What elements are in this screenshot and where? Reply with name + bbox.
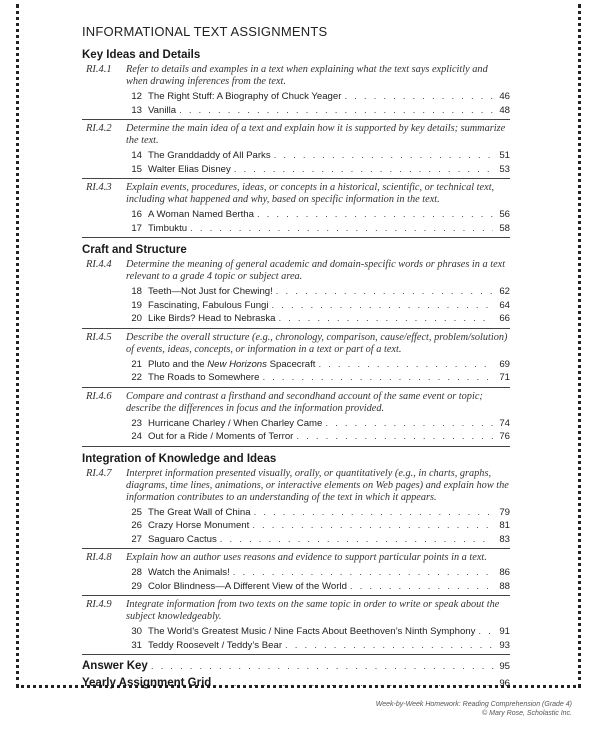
standard-block bbox=[82, 468, 510, 550]
assignment-number: 15 bbox=[131, 163, 142, 175]
assignment-number: 19 bbox=[131, 299, 142, 311]
assignment-title-part: Spacecraft bbox=[266, 358, 316, 370]
assignment-page: 81 bbox=[499, 520, 510, 531]
assignment-number: 26 bbox=[131, 520, 142, 531]
assignment-number: 31 bbox=[131, 639, 142, 651]
assignment-title: Timbuktu bbox=[148, 222, 188, 234]
assignment-page: 88 bbox=[499, 580, 510, 592]
sections-container bbox=[82, 46, 510, 655]
assignment-number: 20 bbox=[131, 313, 142, 324]
assignment-title bbox=[148, 358, 315, 372]
assignment-title: Vanilla bbox=[148, 104, 177, 116]
assignment-title: The Roads to Somewhere bbox=[148, 372, 260, 383]
assignment-number: 16 bbox=[131, 209, 142, 220]
dot-leader bbox=[274, 149, 493, 163]
answer-key-title: Answer Key bbox=[82, 660, 148, 672]
assignment-page: 93 bbox=[499, 639, 510, 651]
standard-block bbox=[82, 332, 510, 388]
assignment-page: 56 bbox=[499, 209, 510, 220]
assignment-page: 46 bbox=[499, 91, 510, 102]
standard-description: Determine the meaning of general academic and domain-specific words or phrases in a text relevant to a grade 4 topic or subject area. bbox=[126, 259, 506, 282]
yearly-grid-entry[interactable] bbox=[82, 675, 510, 692]
assignment-title: A Woman Named Bertha bbox=[148, 209, 254, 220]
dot-leader bbox=[254, 506, 493, 520]
dot-leader bbox=[214, 675, 496, 692]
assignment-title: The Great Wall of China bbox=[148, 506, 251, 518]
assignment-number: 21 bbox=[131, 358, 142, 370]
assignment-page: 79 bbox=[499, 506, 510, 518]
section-title: Key Ideas and Details bbox=[82, 49, 201, 61]
assignment-entry[interactable] bbox=[126, 358, 510, 372]
dot-leader bbox=[318, 358, 493, 372]
section-title: Craft and Structure bbox=[82, 244, 187, 256]
assignment-page: 69 bbox=[499, 358, 510, 370]
dot-leader bbox=[220, 533, 493, 547]
assignment-number: 28 bbox=[131, 567, 142, 578]
standard-code: RI.4.4 bbox=[86, 259, 112, 270]
standard-code: RI.4.2 bbox=[86, 123, 112, 134]
assignment-title: Like Birds? Head to Nebraska bbox=[148, 313, 276, 324]
standard-description: Interpret information presented visually, orally, or quantitatively (e.g., in charts, graphs, diagrams, time lines, animations, or interactive elements on Web pages) and explain how the information contributes to an understanding of the text in which it appears. bbox=[126, 467, 509, 503]
assignment-title-part: Pluto and the bbox=[148, 358, 208, 370]
assignment-title: Hurricane Charley / When Charley Came bbox=[148, 417, 323, 429]
standard-description: Integrate information from two texts on the same topic in order to write or speak about the subject knowledgeably. bbox=[126, 599, 500, 622]
assignment-number: 25 bbox=[131, 506, 142, 518]
assignment-page: 58 bbox=[499, 222, 510, 234]
dot-leader bbox=[151, 658, 496, 675]
assignment-entry[interactable] bbox=[126, 149, 510, 163]
assignment-title: Walter Elias Disney bbox=[148, 163, 231, 175]
assignment-title-italic: New Horizons bbox=[207, 358, 267, 370]
standard-code: RI.4.3 bbox=[86, 182, 112, 193]
dot-leader bbox=[233, 566, 493, 580]
assignment-number: 12 bbox=[131, 91, 142, 102]
dot-leader bbox=[234, 163, 493, 177]
standard-block bbox=[82, 123, 510, 179]
assignment-page: 83 bbox=[499, 533, 510, 545]
assignment-page: 48 bbox=[499, 104, 510, 116]
footer bbox=[376, 700, 572, 718]
dot-leader bbox=[262, 371, 493, 385]
standard-block bbox=[82, 64, 510, 120]
assignment-page: 91 bbox=[499, 626, 510, 637]
assignment-title: Out for a Ride / Moments of Terror bbox=[148, 431, 294, 442]
standard-code: RI.4.7 bbox=[86, 467, 112, 479]
assignment-entry[interactable] bbox=[126, 285, 510, 299]
assignment-title: The Right Stuff: A Biography of Chuck Yeager bbox=[148, 91, 342, 102]
assignment-title: Watch the Animals! bbox=[148, 567, 230, 578]
standard-code: RI.4.5 bbox=[86, 331, 112, 343]
dot-leader bbox=[350, 580, 493, 594]
assignment-entry[interactable] bbox=[126, 312, 510, 326]
dot-leader bbox=[276, 285, 493, 299]
assignment-number: 17 bbox=[131, 222, 142, 234]
standard-description: Describe the overall structure (e.g., chronology, comparison, cause/effect, problem/solution) of events, ideas, concepts, or information in a text or part of a text. bbox=[126, 331, 508, 355]
assignment-number: 22 bbox=[131, 372, 142, 383]
assignment-entry[interactable] bbox=[126, 430, 510, 444]
standard-block bbox=[82, 552, 510, 596]
standard-block bbox=[82, 182, 510, 238]
assignment-page: 86 bbox=[499, 567, 510, 578]
dot-leader bbox=[278, 312, 493, 326]
assignment-entry[interactable] bbox=[126, 299, 510, 313]
assignment-page: 71 bbox=[499, 372, 510, 383]
assignment-title: The World’s Greatest Music / Nine Facts About Beethoven’s Ninth Symphony bbox=[148, 626, 476, 637]
yearly-grid-title: Yearly Assignment Grid bbox=[82, 677, 212, 689]
assignment-entry[interactable] bbox=[126, 580, 510, 594]
assignment-number: 24 bbox=[131, 431, 142, 442]
assignment-page: 62 bbox=[499, 286, 510, 297]
answer-key-entry[interactable] bbox=[82, 658, 510, 675]
assignment-title: Color Blindness—A Different View of the World bbox=[148, 580, 347, 592]
assignment-title: Teddy Roosevelt / Teddy’s Bear bbox=[148, 639, 283, 651]
assignment-page: 64 bbox=[499, 299, 510, 311]
dot-leader bbox=[272, 299, 493, 313]
assignment-number: 27 bbox=[131, 533, 142, 545]
standard-code: RI.4.8 bbox=[86, 552, 112, 563]
assignment-page: 74 bbox=[499, 417, 510, 429]
dot-leader bbox=[252, 519, 493, 533]
assignment-entry[interactable] bbox=[126, 104, 510, 118]
assignment-entry[interactable] bbox=[126, 625, 510, 639]
assignment-title: Crazy Horse Monument bbox=[148, 520, 250, 531]
dot-leader bbox=[285, 639, 493, 653]
assignment-title: Saguaro Cactus bbox=[148, 533, 217, 545]
dot-leader bbox=[257, 208, 493, 222]
dot-leader bbox=[179, 104, 493, 118]
standard-description: Explain events, procedures, ideas, or concepts in a historical, scientific, or technical text, including what happened and why, based on specific information in the text. bbox=[126, 182, 495, 205]
section-title: Integration of Knowledge and Ideas bbox=[82, 452, 277, 465]
assignment-entry[interactable] bbox=[126, 417, 510, 431]
standard-description: Compare and contrast a firsthand and secondhand account of the same event or topic; describe the differences in focus and the information provided. bbox=[126, 390, 483, 414]
assignment-entry[interactable] bbox=[126, 90, 510, 104]
standard-code: RI.4.1 bbox=[86, 64, 112, 75]
assignment-entry[interactable] bbox=[126, 163, 510, 177]
standard-block bbox=[82, 599, 510, 655]
assignment-number: 23 bbox=[131, 417, 142, 429]
dot-leader bbox=[296, 430, 493, 444]
standard-block bbox=[82, 259, 510, 329]
assignment-number: 18 bbox=[131, 286, 142, 297]
table-of-contents bbox=[82, 24, 510, 692]
assignment-page: 76 bbox=[499, 431, 510, 442]
assignment-title: Teeth—Not Just for Chewing! bbox=[148, 286, 273, 297]
page-title: INFORMATIONAL TEXT ASSIGNMENTS bbox=[82, 24, 328, 39]
assignment-number: 29 bbox=[131, 580, 142, 592]
dot-leader bbox=[190, 222, 493, 236]
answer-key-page: 95 bbox=[499, 661, 510, 672]
assignment-entry[interactable] bbox=[126, 371, 510, 385]
standard-code: RI.4.6 bbox=[86, 390, 112, 402]
standard-block bbox=[82, 391, 510, 447]
standard-description: Explain how an author uses reasons and evidence to support particular points in a text. bbox=[126, 552, 487, 563]
assignment-entry[interactable] bbox=[126, 222, 510, 236]
dot-leader bbox=[478, 625, 493, 639]
assignment-page: 53 bbox=[499, 163, 510, 175]
standard-description: Refer to details and examples in a text when explaining what the text says explicitly and when drawing inferences from the text. bbox=[126, 64, 488, 87]
assignment-entry[interactable] bbox=[126, 533, 510, 547]
dot-leader bbox=[344, 90, 493, 104]
dot-leader bbox=[325, 417, 493, 431]
footer-book-title: Week-by-Week Homework: Reading Comprehension (Grade 4) bbox=[375, 701, 572, 708]
standard-description: Determine the main idea of a text and explain how it is supported by key details; summarize the text. bbox=[126, 123, 506, 146]
assignment-title: Fascinating, Fabulous Fungi bbox=[148, 299, 269, 311]
footer-copyright: © Mary Rose, Scholastic Inc. bbox=[482, 710, 572, 717]
assignment-entry[interactable] bbox=[126, 639, 510, 653]
assignment-page: 66 bbox=[499, 313, 510, 324]
yearly-grid-page: 96 bbox=[499, 678, 510, 689]
assignment-entry[interactable] bbox=[126, 519, 510, 533]
assignment-number: 30 bbox=[131, 626, 142, 637]
assignment-entry[interactable] bbox=[126, 506, 510, 520]
assignment-entry[interactable] bbox=[126, 566, 510, 580]
assignment-page: 51 bbox=[499, 150, 510, 161]
assignment-number: 14 bbox=[131, 150, 142, 161]
assignment-entry[interactable] bbox=[126, 208, 510, 222]
standard-code: RI.4.9 bbox=[86, 599, 112, 610]
assignment-title: The Granddaddy of All Parks bbox=[148, 150, 271, 161]
assignment-number: 13 bbox=[131, 104, 142, 116]
